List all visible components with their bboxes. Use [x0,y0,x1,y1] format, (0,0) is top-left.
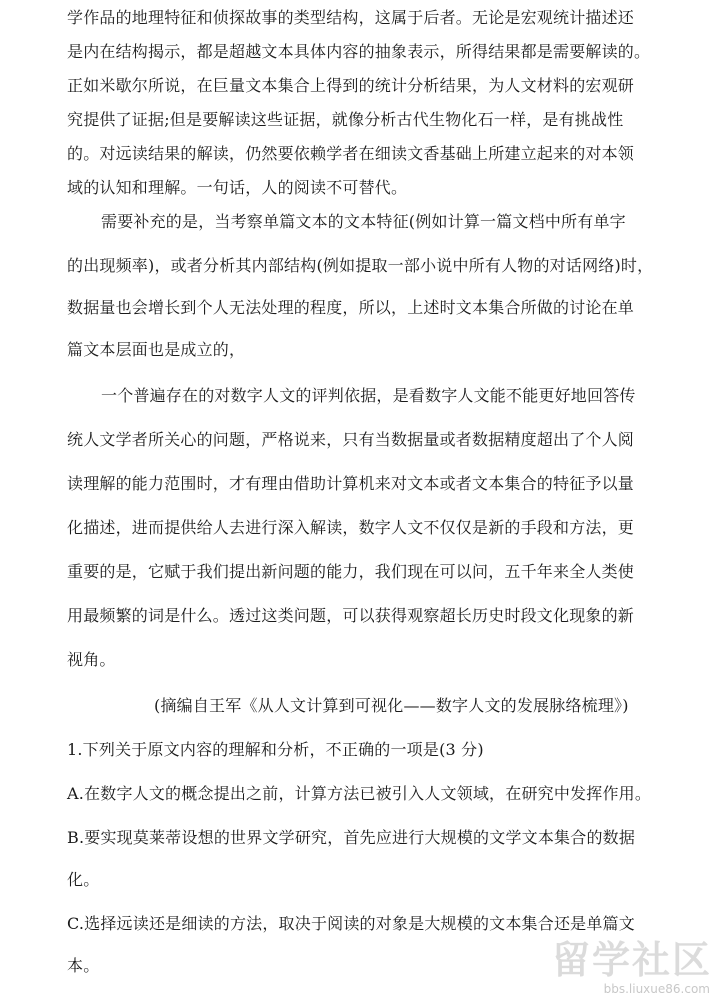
text-line: 正如米歇尔所说，在巨量文本集合上得到的统计分析结果，为人文材料的宏观研 [67,76,635,95]
text-line: 读理解的能力范围时，才有理由借助计算机来对文本或者文本集合的特征予以量 [67,474,635,493]
paragraph-start-line: 需要补充的是，当考察单篇文本的文本特征(例如计算一篇文档中所有单字 [101,212,626,231]
text-line: 用最频繁的词是什么。透过这类问题，可以获得观察超长历史时段文化现象的新 [67,606,635,625]
text-line: 究提供了证据;但是要解读这些证据，就像分析古代生物化石一样，是有挑战性 [67,110,624,129]
text-line: 数据量也会增长到个人无法处理的程度，所以，上述时文本集合所做的讨论在单 [67,298,635,317]
text-line: 的。对远读结果的解读，仍然要依赖学者在细读文香基础上所建立起来的对本领 [67,144,635,163]
option-a: A.在数字人文的概念提出之前，计算方法已被引入人文领域，在研究中发挥作用。 [67,784,652,803]
site-watermark [551,938,714,1002]
paragraph-start-line: 一个普遍存在的对数字人文的评判依据，是看数字人文能不能更好地回答传 [101,386,636,405]
text-line: 重要的是，它赋于我们提出新问题的能力，我们现在可以问，五千年来全人类使 [67,562,635,581]
text-line: 域的认知和理解。一句话，人的阅读不可替代。 [67,178,408,197]
text-line: 视角。 [67,650,116,669]
option-c-continued: 本。 [67,956,100,975]
question-stem: 1.下列关于原文内容的理解和分析，不正确的一项是(3 分) [67,740,484,759]
text-line: 篇文本层面也是成立的， [67,340,246,359]
source-citation: (摘编自王军《从人文计算到可视化——数字人文的发展脉络梳理》) [154,696,629,715]
text-line: 化描述，进而提供给人去进行深入解读，数字人文不仅仅是新的手段和方法，更 [67,518,635,537]
text-line: 是内在结构揭示，都是超越文本具体内容的抽象表示，所得结果都是需要解读的。 [67,42,651,61]
option-b-continued: 化。 [67,870,100,889]
text-line: 统人文学者所关心的问题，严格说来，只有当数据量或者数据精度超出了个人阅 [67,430,635,449]
watermark-url: bbs.liuxue86.com [603,982,710,996]
text-line: 学作品的地理特征和侦探故事的类型结构，这属于后者。无论是宏观统计描述还 [67,8,635,27]
option-c: C.选择远读还是细读的方法，取决于阅读的对象是大规模的文本集合还是单篇文 [67,914,635,933]
watermark-logo-text: 留学社区 [551,938,712,982]
option-b: B.要实现莫莱蒂设想的世界文学研究，首先应进行大规模的文学文本集合的数据 [67,828,636,847]
text-line: 的出现频率)，或者分析其内部结构(例如提取一部小说中所有人物的对话网络)时， [67,256,654,275]
